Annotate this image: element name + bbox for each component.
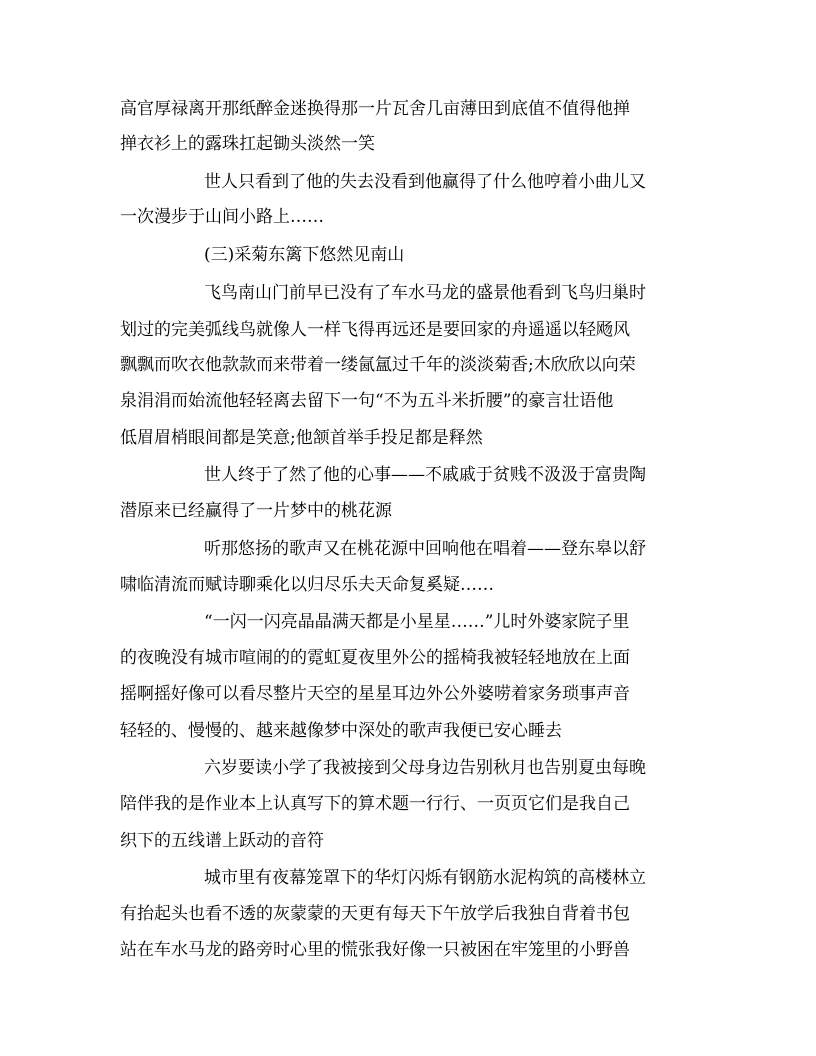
text-line: 世人终于了然了他的心事——不戚戚于贫贱不汲汲于富贵陶	[204, 465, 646, 485]
text-line: 轻轻的、慢慢的、越来越像梦中深处的歌声我便已安心睡去	[120, 721, 562, 741]
text-line: 织下的五线谱上跃动的音符	[120, 831, 324, 851]
text-line: 泉涓涓而始流他轻轻离去留下一句“不为五斗米折腰”的豪言壮语他	[120, 391, 614, 411]
text-line: 世人只看到了他的失去没看到他赢得了什么他哼着小曲儿又	[204, 172, 646, 192]
text-line: 站在车水马龙的路旁时心里的慌张我好像一只被困在牢笼里的小野兽	[120, 940, 630, 960]
text-line: 的夜晚没有城市喧闹的的霓虹夏夜里外公的摇椅我被轻轻地放在上面	[120, 648, 630, 668]
text-line: 低眉眉梢眼间都是笑意;他颔首举手投足都是释然	[120, 428, 483, 448]
text-line: 听那悠扬的歌声又在桃花源中回响他在唱着——登东皋以舒	[204, 539, 646, 559]
text-line: 潜原来已经赢得了一片梦中的桃花源	[120, 501, 392, 521]
text-line: 飘飘而吹衣他款款而来带着一缕氤氲过千年的淡淡菊香;木欣欣以向荣	[120, 355, 636, 375]
text-line: 划过的完美弧线鸟就像人一样飞得再远还是要回家的舟遥遥以轻飏风	[120, 320, 630, 340]
text-line: 啸临清流而赋诗聊乘化以归尽乐夫天命复奚疑……	[120, 575, 494, 595]
text-line: “一闪一闪亮晶晶满天都是小星星……”儿时外婆家院子里	[204, 612, 630, 632]
text-line: 飞鸟南山门前早已没有了车水马龙的盛景他看到飞鸟归巢时	[204, 283, 646, 303]
text-line: 陪伴我的是作业本上认真写下的算术题一行行、一页页它们是我自己	[120, 794, 630, 814]
text-line: 掸衣衫上的露珠扛起锄头淡然一笑	[120, 134, 375, 154]
text-line: 城市里有夜幕笼罩下的华灯闪烁有钢筋水泥构筑的高楼林立	[204, 868, 646, 888]
text-line: 一次漫步于山间小路上……	[120, 207, 324, 227]
text-line: 高官厚禄离开那纸醉金迷换得那一片瓦舍几亩薄田到底值不值得他掸	[120, 99, 630, 119]
section-heading: (三)采菊东篱下悠然见南山	[204, 245, 405, 265]
text-line: 六岁要读小学了我被接到父母身边告别秋月也告别夏虫每晚	[204, 758, 646, 778]
text-line: 摇啊摇好像可以看尽整片天空的星星耳边外公外婆唠着家务琐事声音	[120, 684, 630, 704]
text-line: 有抬起头也看不透的灰蒙蒙的天更有每天下午放学后我独自背着书包	[120, 904, 630, 924]
